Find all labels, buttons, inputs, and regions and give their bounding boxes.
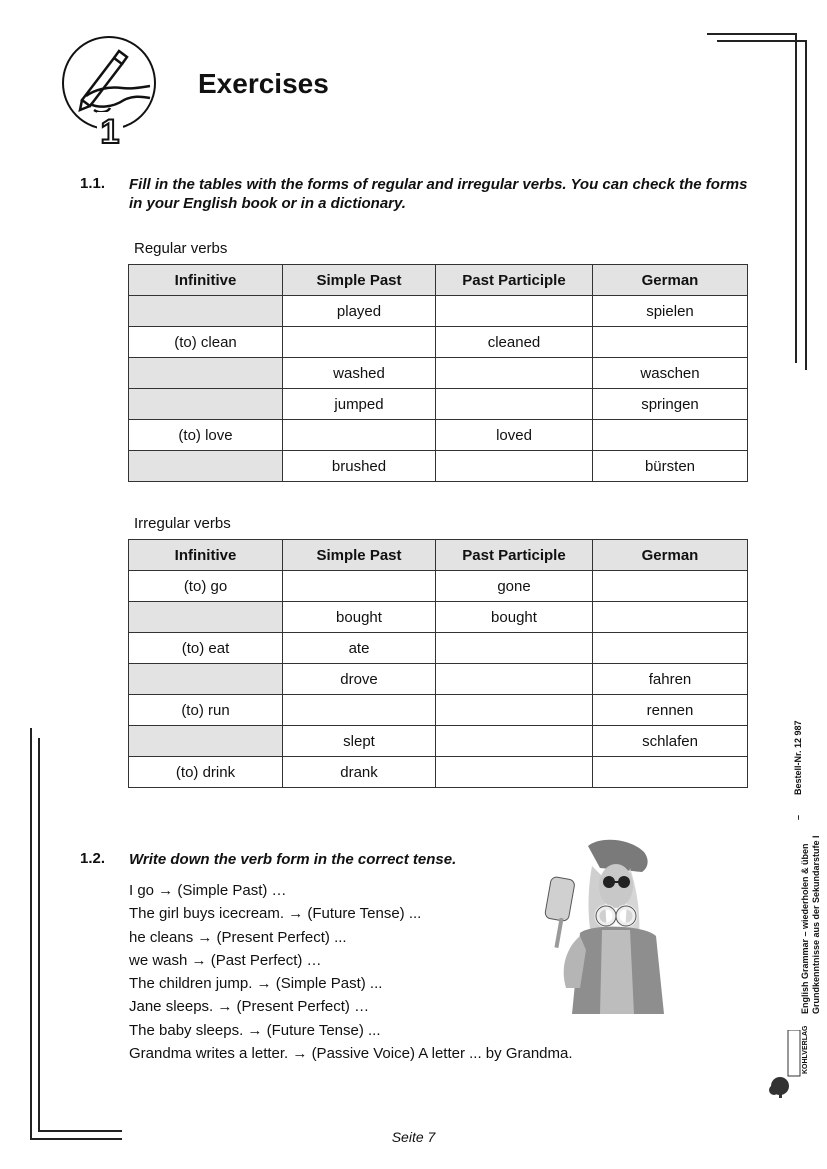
cell-infinitive[interactable] xyxy=(129,296,283,327)
cell-past-participle[interactable] xyxy=(436,451,593,482)
table-row xyxy=(129,358,748,389)
table-row xyxy=(129,389,748,420)
girl-with-icecream-illustration xyxy=(530,838,670,1014)
cell-german: bürsten xyxy=(593,451,748,482)
cell-simple-past: drove xyxy=(283,664,436,695)
header-german: German xyxy=(593,540,748,571)
side-book-title: English Grammar – wiederholen & üben xyxy=(800,843,810,1014)
cell-past-participle[interactable] xyxy=(436,757,593,788)
cell-simple-past[interactable] xyxy=(283,327,436,358)
cell-german[interactable] xyxy=(593,757,748,788)
table-row xyxy=(129,451,748,482)
cell-infinitive[interactable] xyxy=(129,726,283,757)
cell-simple-past: jumped xyxy=(283,389,436,420)
regular-verbs-caption: Regular verbs xyxy=(134,240,228,257)
cell-german: waschen xyxy=(593,358,748,389)
task-2-number: 1.2. xyxy=(80,850,106,867)
table-header-row xyxy=(129,540,748,571)
list-item: The girl buys icecream. → (Future Tense) ... xyxy=(129,905,422,923)
cell-simple-past: played xyxy=(283,296,436,327)
sentence-list xyxy=(129,879,573,1065)
cell-past-participle[interactable] xyxy=(436,664,593,695)
frame-top-right-v2 xyxy=(805,40,807,370)
cell-simple-past: drank xyxy=(283,757,436,788)
cell-infinitive: (to) go xyxy=(129,571,283,602)
cell-past-participle[interactable] xyxy=(436,389,593,420)
table-row xyxy=(129,420,748,451)
cell-infinitive[interactable] xyxy=(129,602,283,633)
task-2-instruction: Write down the verb form in the correct tense. xyxy=(129,851,457,868)
cell-german: springen xyxy=(593,389,748,420)
table-row xyxy=(129,602,748,633)
frame-bottom-left-v1 xyxy=(30,728,32,1138)
frame-top-right-h2 xyxy=(717,40,805,42)
header-german: German xyxy=(593,265,748,296)
cell-german[interactable] xyxy=(593,571,748,602)
page-number: Seite 7 xyxy=(391,1129,436,1145)
cell-simple-past: bought xyxy=(283,602,436,633)
frame-top-right-v1 xyxy=(795,33,797,363)
cell-simple-past: slept xyxy=(283,726,436,757)
task-1-instruction: Fill in the tables with the forms of regular and irregular verbs. You can check the forms in your English book or in a dictionary. xyxy=(129,176,748,212)
header-infinitive: Infinitive xyxy=(129,540,283,571)
cell-simple-past: washed xyxy=(283,358,436,389)
cell-past-participle[interactable] xyxy=(436,633,593,664)
table-row xyxy=(129,296,748,327)
page-title: Exercises xyxy=(198,68,329,99)
cell-past-participle[interactable] xyxy=(436,695,593,726)
cell-past-participle: gone xyxy=(436,571,593,602)
cell-german[interactable] xyxy=(593,327,748,358)
cell-simple-past[interactable] xyxy=(283,571,436,602)
cell-infinitive[interactable] xyxy=(129,451,283,482)
side-book-subtitle: Grundkenntnisse aus der Sekundarstufe I xyxy=(811,835,821,1014)
cell-past-participle: bought xyxy=(436,602,593,633)
cell-infinitive[interactable] xyxy=(129,664,283,695)
side-order-number: Bestell-Nr. 12 987 xyxy=(793,720,803,795)
side-book-info xyxy=(800,835,822,1014)
cell-simple-past[interactable] xyxy=(283,420,436,451)
cell-past-participle[interactable] xyxy=(436,726,593,757)
cell-infinitive[interactable] xyxy=(129,389,283,420)
frame-top-right-h1 xyxy=(707,33,795,35)
cell-past-participle[interactable] xyxy=(436,296,593,327)
cell-german[interactable] xyxy=(593,602,748,633)
cell-past-participle: loved xyxy=(436,420,593,451)
cell-infinitive: (to) clean xyxy=(129,327,283,358)
list-item: Jane sleeps. → (Present Perfect) … xyxy=(129,998,370,1016)
frame-bottom-left-v2 xyxy=(38,738,40,1130)
list-item: Grandma writes a letter. → (Passive Voice) A letter ... by Grandma. xyxy=(129,1045,573,1063)
cell-german[interactable] xyxy=(593,633,748,664)
list-item: we wash → (Past Perfect) … xyxy=(129,951,322,969)
publisher-logo xyxy=(768,1025,809,1100)
cell-german: rennen xyxy=(593,695,748,726)
header-past-participle: Past Participle xyxy=(436,265,593,296)
cell-infinitive: (to) run xyxy=(129,695,283,726)
cell-simple-past: brushed xyxy=(283,451,436,482)
list-item: he cleans → (Present Perfect) ... xyxy=(129,928,347,946)
table-row xyxy=(129,571,748,602)
table-row xyxy=(129,726,748,757)
table-header-row xyxy=(129,265,748,296)
cell-past-participle: cleaned xyxy=(436,327,593,358)
cell-german: spielen xyxy=(593,296,748,327)
table-row xyxy=(129,664,748,695)
regular-verbs-table xyxy=(128,264,748,482)
header-simple-past: Simple Past xyxy=(283,265,436,296)
cell-german: schlafen xyxy=(593,726,748,757)
cell-past-participle[interactable] xyxy=(436,358,593,389)
cell-infinitive: (to) drink xyxy=(129,757,283,788)
irregular-verbs-caption: Irregular verbs xyxy=(134,515,231,532)
irregular-verbs-table xyxy=(128,539,748,788)
cell-infinitive: (to) eat xyxy=(129,633,283,664)
cell-german[interactable] xyxy=(593,420,748,451)
cell-simple-past: ate xyxy=(283,633,436,664)
cell-infinitive: (to) love xyxy=(129,420,283,451)
cell-simple-past[interactable] xyxy=(283,695,436,726)
list-item: I go → (Simple Past) … xyxy=(129,882,287,899)
task-1-number: 1.1. xyxy=(80,175,106,192)
header-simple-past: Simple Past xyxy=(283,540,436,571)
cell-infinitive[interactable] xyxy=(129,358,283,389)
list-item: The children jump. → (Simple Past) ... xyxy=(129,975,383,993)
header-infinitive: Infinitive xyxy=(129,265,283,296)
table-row xyxy=(129,695,748,726)
side-order-separator: – xyxy=(793,814,803,820)
header-past-participle: Past Participle xyxy=(436,540,593,571)
table-row xyxy=(129,633,748,664)
publisher-name: KOHLVERLAG xyxy=(802,1025,809,1074)
cell-german: fahren xyxy=(593,664,748,695)
list-item: The baby sleeps. → (Future Tense) ... xyxy=(129,1021,381,1039)
table-row xyxy=(129,757,748,788)
exercise-number: 1 xyxy=(97,112,123,152)
table-row xyxy=(129,327,748,358)
